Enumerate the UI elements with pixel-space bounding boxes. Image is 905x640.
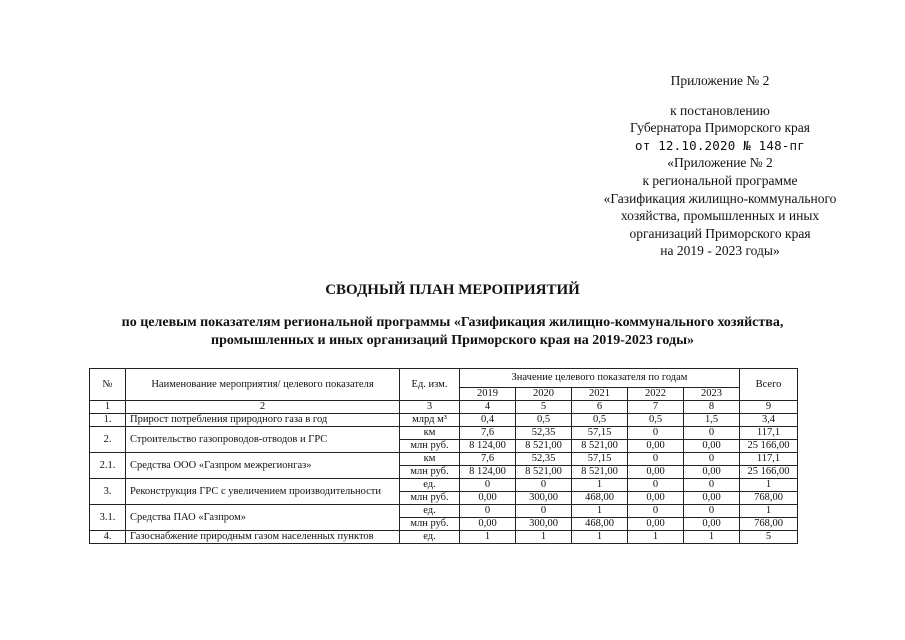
row-value: 0 [516, 479, 572, 492]
row-value: 1 [572, 479, 628, 492]
row-value: 0,00 [684, 518, 740, 531]
row-value: 52,35 [516, 453, 572, 466]
row-value: 0 [684, 479, 740, 492]
header-year: 2019 [460, 388, 516, 401]
row-value: 0,00 [628, 492, 684, 505]
header-values-group: Значение целевого показателя по годам [460, 369, 740, 388]
row-value: 0 [460, 505, 516, 518]
column-number: 4 [460, 401, 516, 414]
row-unit: ед. [400, 479, 460, 492]
column-number: 9 [740, 401, 798, 414]
column-number: 6 [572, 401, 628, 414]
row-value: 57,15 [572, 427, 628, 440]
appendix-line: Губернатора Приморского края [630, 120, 810, 136]
header-unit: Ед. изм. [400, 369, 460, 401]
table-row [90, 505, 798, 518]
row-value: 0,00 [628, 440, 684, 453]
row-number: 4. [90, 531, 126, 544]
row-total: 5 [740, 531, 798, 544]
row-value: 300,00 [516, 492, 572, 505]
appendix-title: Приложение № 2 [670, 73, 770, 88]
subtitle-line: по целевым показателям региональной программы «Газификация жилищно-коммунального хозяйства, [121, 315, 784, 330]
appendix-line: организаций Приморского края [629, 225, 811, 241]
row-value: 0 [684, 453, 740, 466]
row-value: 7,6 [460, 453, 516, 466]
document-subtitle [100, 314, 805, 350]
row-total: 25 166,00 [740, 440, 798, 453]
row-value: 0,5 [572, 414, 628, 427]
document-title: СВОДНЫЙ ПЛАН МЕРОПРИЯТИЙ [325, 282, 580, 298]
subtitle-line: промышленных и иных организаций Приморского края на 2019-2023 годы» [211, 333, 694, 348]
row-value: 0,00 [460, 518, 516, 531]
row-unit: км [400, 453, 460, 466]
row-value: 0,00 [684, 466, 740, 479]
appendix-line: к постановлению [670, 102, 770, 118]
row-total: 768,00 [740, 518, 798, 531]
row-value: 468,00 [572, 492, 628, 505]
row-number: 1. [90, 414, 126, 427]
row-value: 8 521,00 [516, 466, 572, 479]
header-year: 2023 [684, 388, 740, 401]
appendix-line: «Газификация жилищно-коммунального [603, 190, 837, 206]
appendix-line: хозяйства, промышленных и иных [620, 208, 820, 224]
row-value: 1,5 [684, 414, 740, 427]
column-number: 2 [126, 401, 400, 414]
row-value: 0,00 [684, 492, 740, 505]
header-name: Наименование мероприятия/ целевого показателя [126, 369, 400, 401]
header-year: 2021 [572, 388, 628, 401]
row-unit: млн руб. [400, 518, 460, 531]
row-value: 0 [516, 505, 572, 518]
table-row [90, 453, 798, 466]
header-num: № [90, 369, 126, 401]
row-name: Средства ПАО «Газпром» [126, 505, 400, 531]
row-number: 3.1. [90, 505, 126, 531]
row-value: 0 [628, 427, 684, 440]
header-total: Всего [740, 369, 798, 401]
row-value: 52,35 [516, 427, 572, 440]
table-row [90, 531, 798, 544]
row-value: 1 [572, 531, 628, 544]
appendix-line: «Приложение № 2 [667, 155, 773, 171]
row-value: 0 [684, 505, 740, 518]
row-value: 8 521,00 [572, 466, 628, 479]
row-total: 1 [740, 479, 798, 492]
row-unit: млн руб. [400, 440, 460, 453]
row-name: Газоснабжение природным газом населенных пунктов [126, 531, 400, 544]
column-number: 1 [90, 401, 126, 414]
row-total: 25 166,00 [740, 466, 798, 479]
row-name: Прирост потребления природного газа в год [126, 414, 400, 427]
row-value: 0 [628, 505, 684, 518]
row-value: 0,5 [516, 414, 572, 427]
row-number: 2. [90, 427, 126, 453]
table-row [90, 427, 798, 440]
row-value: 0,5 [628, 414, 684, 427]
row-value: 7,6 [460, 427, 516, 440]
row-unit: км [400, 427, 460, 440]
table-row [90, 414, 798, 427]
row-total: 3,4 [740, 414, 798, 427]
row-value: 0,00 [628, 466, 684, 479]
row-value: 0,4 [460, 414, 516, 427]
row-value: 8 124,00 [460, 440, 516, 453]
row-name: Реконструкция ГРС с увеличением производительности [126, 479, 400, 505]
appendix-block [590, 72, 850, 260]
row-value: 8 521,00 [516, 440, 572, 453]
row-value: 0,00 [684, 440, 740, 453]
row-value: 300,00 [516, 518, 572, 531]
row-value: 0,00 [628, 518, 684, 531]
header-year: 2022 [628, 388, 684, 401]
header-year: 2020 [516, 388, 572, 401]
table-row [90, 479, 798, 492]
decree-date-number: от 12.10.2020 № 148-пг [635, 137, 805, 153]
row-unit: млн руб. [400, 492, 460, 505]
row-number: 2.1. [90, 453, 126, 479]
row-unit: млрд м³ [400, 414, 460, 427]
row-value: 1 [572, 505, 628, 518]
row-unit: млн руб. [400, 466, 460, 479]
row-value: 1 [460, 531, 516, 544]
row-value: 0 [684, 427, 740, 440]
row-name: Строительство газопроводов-отводов и ГРС [126, 427, 400, 453]
column-number: 8 [684, 401, 740, 414]
row-value: 1 [516, 531, 572, 544]
column-number: 7 [628, 401, 684, 414]
row-value: 57,15 [572, 453, 628, 466]
row-total: 1 [740, 505, 798, 518]
row-total: 768,00 [740, 492, 798, 505]
row-value: 1 [628, 531, 684, 544]
row-value: 0 [628, 479, 684, 492]
row-unit: ед. [400, 531, 460, 544]
row-total: 117,1 [740, 453, 798, 466]
row-number: 3. [90, 479, 126, 505]
row-value: 1 [684, 531, 740, 544]
row-name: Средства ООО «Газпром межрегионгаз» [126, 453, 400, 479]
row-value: 0 [460, 479, 516, 492]
row-value: 0,00 [460, 492, 516, 505]
column-number: 5 [516, 401, 572, 414]
column-number: 3 [400, 401, 460, 414]
row-value: 0 [628, 453, 684, 466]
appendix-line: на 2019 - 2023 годы» [660, 243, 780, 259]
appendix-line: к региональной программе [642, 172, 798, 188]
plan-table [89, 368, 798, 544]
row-value: 468,00 [572, 518, 628, 531]
row-value: 8 521,00 [572, 440, 628, 453]
row-total: 117,1 [740, 427, 798, 440]
row-unit: ед. [400, 505, 460, 518]
row-value: 8 124,00 [460, 466, 516, 479]
